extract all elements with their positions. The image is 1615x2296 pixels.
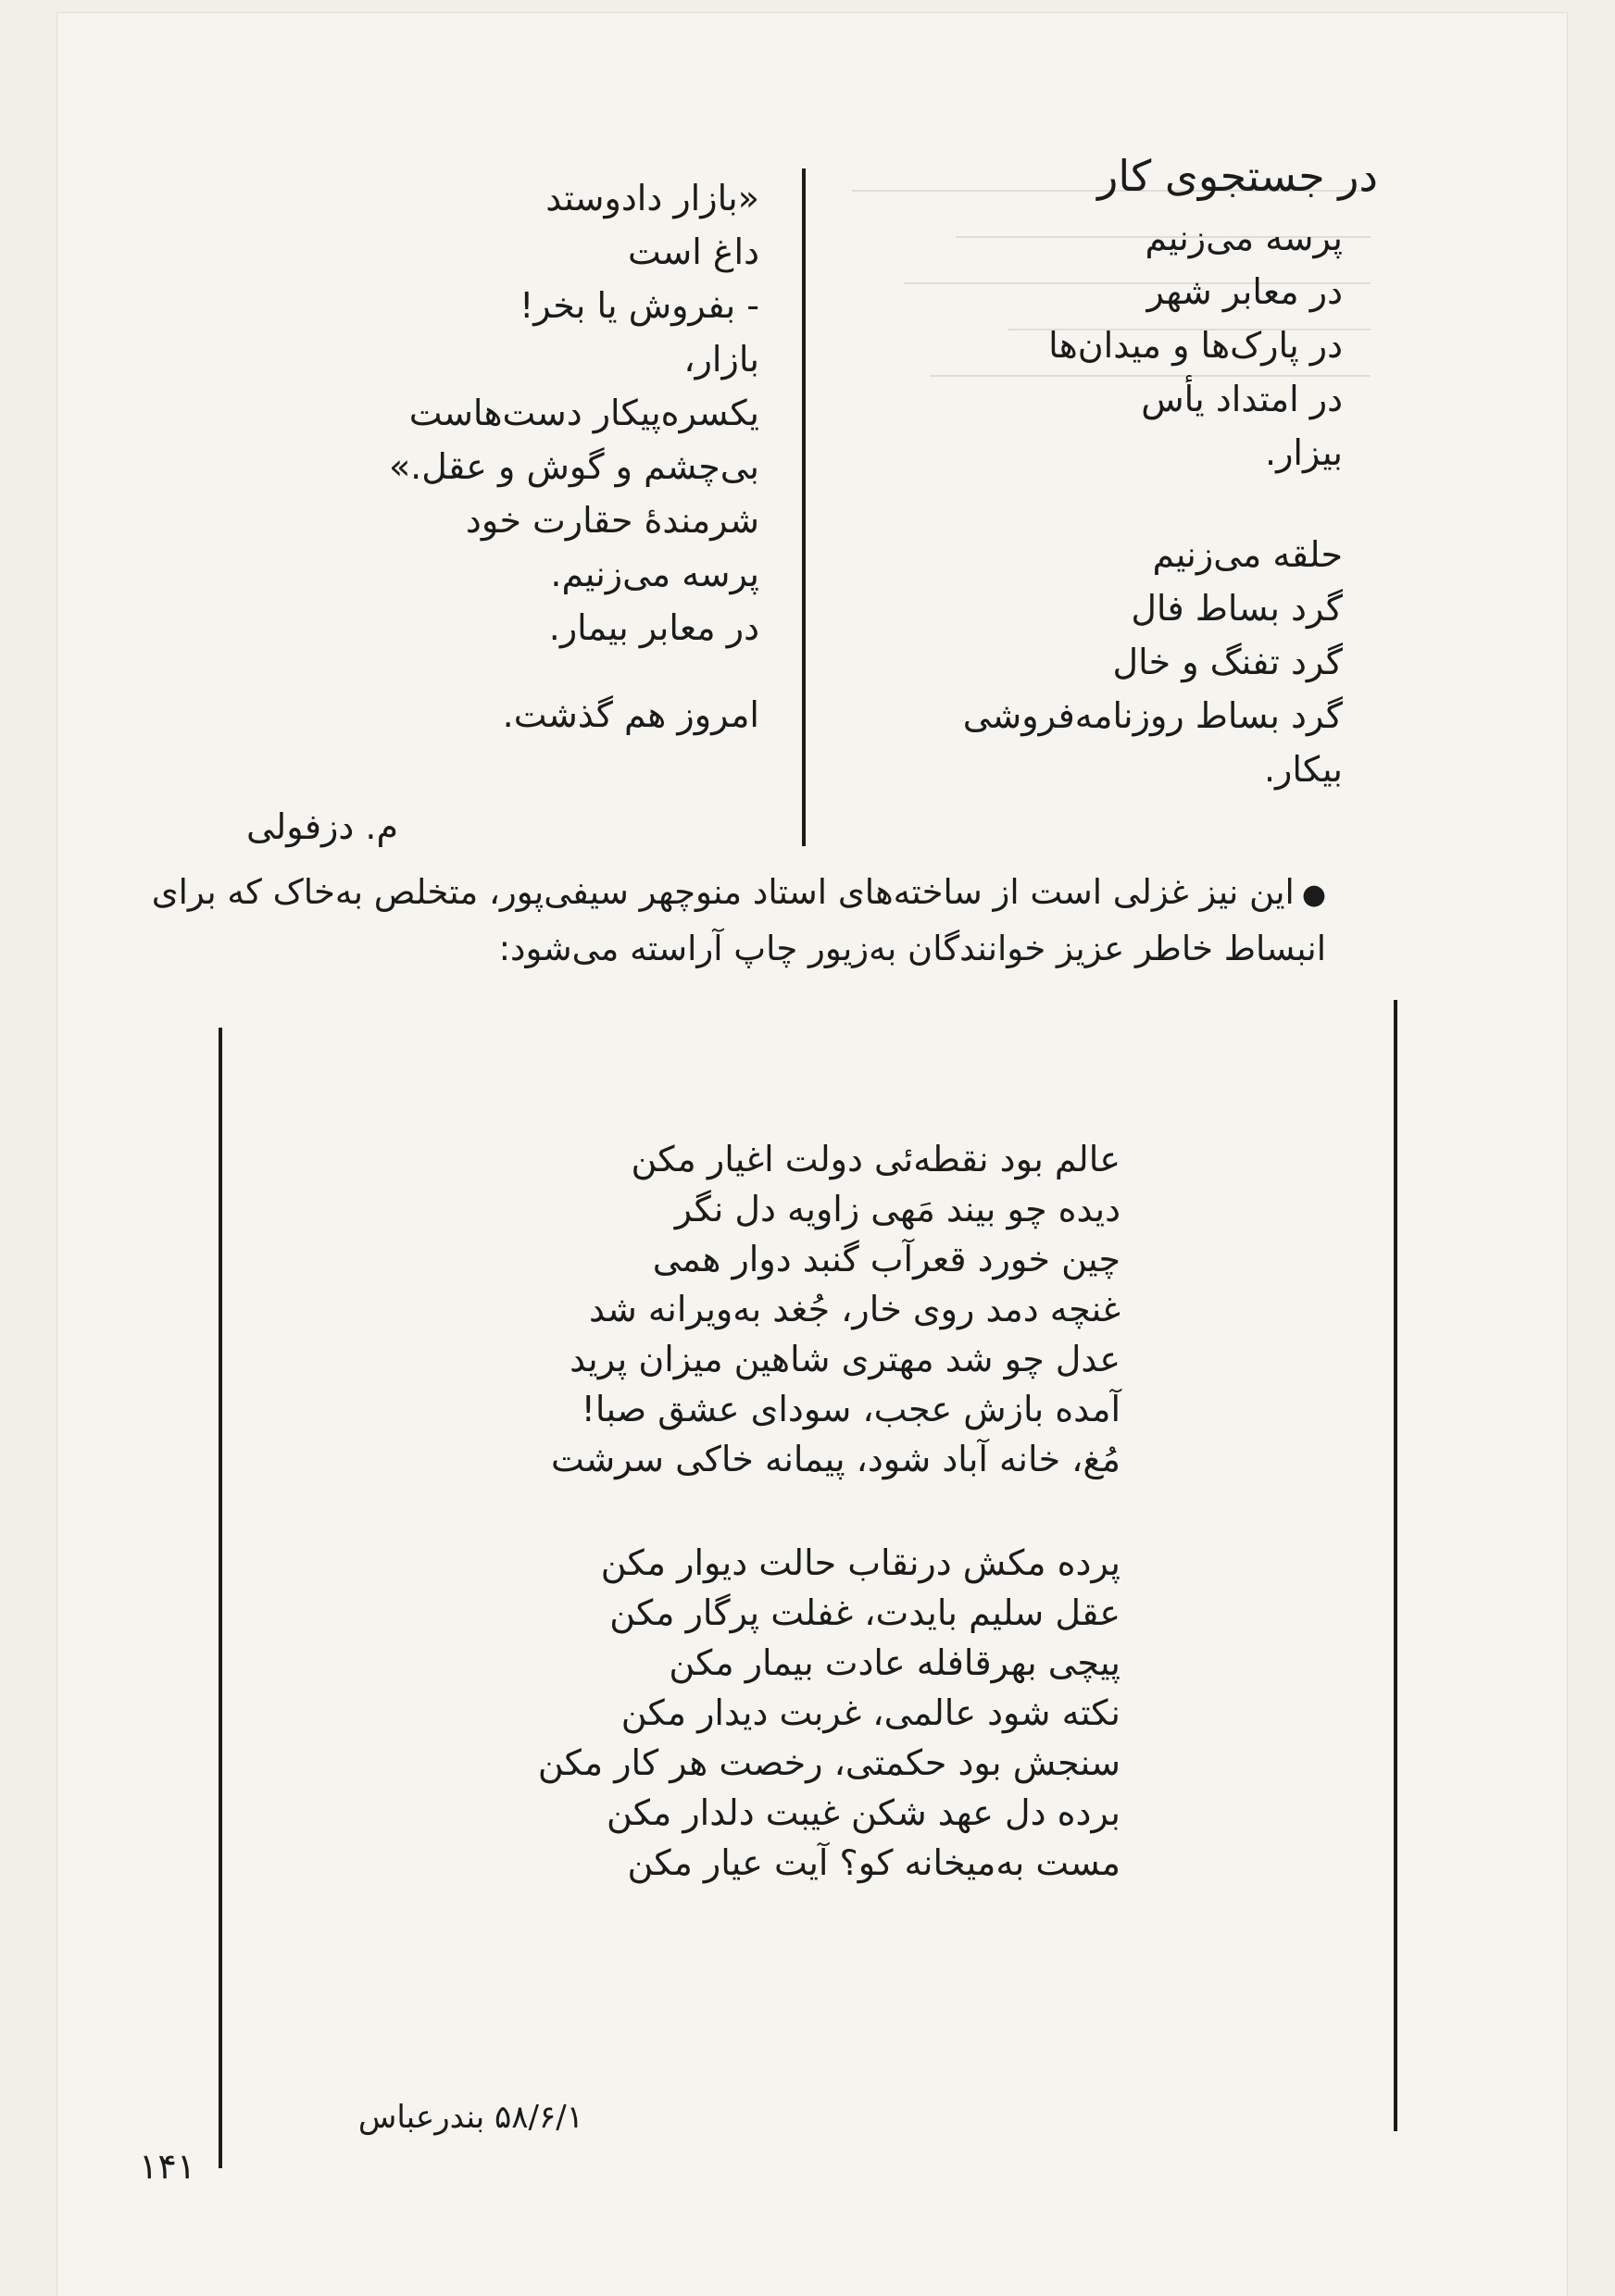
poem-line: گرد بساط روزنامه‌فروشی bbox=[962, 695, 1343, 736]
left-poem bbox=[278, 171, 759, 742]
ghazal-stanza-2 bbox=[491, 1538, 1120, 1888]
ghazal-line: مُغ، خانه آباد شود، پیمانه خاکی سرشت bbox=[551, 1439, 1120, 1479]
right-poem bbox=[917, 148, 1378, 796]
poet-signature: م. دزفولی bbox=[245, 806, 398, 847]
poem-line: پرسه می‌زنیم. bbox=[550, 554, 759, 594]
ghazal-line: مست به‌میخانه کو؟ آیت عیار مکن bbox=[627, 1842, 1120, 1883]
frame-rule-left bbox=[219, 1028, 222, 2168]
poem-line: در امتداد یأس bbox=[1141, 379, 1343, 419]
ghazal-line: سنجش بود حکمتی، رخصت هر کار مکن bbox=[537, 1742, 1120, 1783]
ghazal-line: غنچه دمد روی خار، جُغد به‌ویرانه شد bbox=[589, 1289, 1120, 1329]
right-poem-stanza-2 bbox=[917, 528, 1343, 796]
left-poem-stanza bbox=[278, 171, 759, 655]
frame-rule-right bbox=[1394, 1000, 1397, 2131]
poem-line: - بفروش یا بخر! bbox=[520, 285, 759, 326]
ghazal-line: چین خورد قعرآب گنبد دوار همی bbox=[652, 1239, 1120, 1279]
ghazal-line: دیده چو بیند مَهی زاویه دل نگر bbox=[674, 1189, 1120, 1229]
ghazal-line: پیچی بهرقافله عادت بیمار مکن bbox=[669, 1642, 1120, 1683]
right-poem-stanza-1 bbox=[917, 211, 1343, 480]
poem-line: در پارک‌ها و میدان‌ها bbox=[1048, 325, 1343, 366]
bullet-icon: ● bbox=[1301, 879, 1326, 911]
poem-title: در جستجوی کار bbox=[1097, 151, 1378, 201]
poem-line: بیزار. bbox=[1265, 432, 1343, 473]
poem-closing-line: امروز هم گذشت. bbox=[502, 694, 759, 735]
poem-line: در معابر شهر bbox=[1146, 271, 1343, 312]
poem-line: بیکار. bbox=[1263, 749, 1343, 790]
ghazal-line: نکته شود عالمی، غربت دیدار مکن bbox=[620, 1692, 1120, 1733]
poem-line: شرمندهٔ حقارت خود bbox=[465, 500, 759, 541]
ghazal-line: برده دل عهد شکن غیبت دلدار مکن bbox=[606, 1792, 1120, 1833]
intro-line-1 bbox=[151, 866, 1326, 922]
intro-line-2: انبساط خاطر عزیز خوانندگان به‌زیور چاپ آراسته می‌شود: bbox=[498, 929, 1326, 968]
ghazal-line: پرده مکش درنقاب حالت دیوار مکن bbox=[600, 1542, 1120, 1583]
ghazal-line: عالم بود نقطه‌ئی دولت اغیار مکن bbox=[631, 1139, 1120, 1179]
poem-line: بازار، bbox=[683, 339, 759, 380]
place-date: ۵۸/۶/۱ بندرعباس bbox=[357, 2099, 583, 2136]
page-number: ۱۴۱ bbox=[139, 2146, 196, 2187]
ghazal-line: آمده بازش عجب، سودای عشق صبا! bbox=[581, 1389, 1120, 1429]
intro-text: این نیز غزلی است از ساخته‌های استاد منوچهر سیفی‌پور، متخلص به‌خاک که برای bbox=[151, 872, 1295, 912]
poem-line: گرد بساط فال bbox=[1131, 588, 1343, 629]
poem-line: در معابر بیمار. bbox=[548, 607, 759, 648]
intro-note bbox=[151, 866, 1326, 976]
ghazal-line: عدل چو شد مهتری شاهین میزان پرید bbox=[570, 1339, 1120, 1379]
poem-line: «بازار دادوستد bbox=[545, 178, 759, 218]
ghazal-poem bbox=[491, 1134, 1120, 1888]
ghazal-stanza-1 bbox=[491, 1134, 1120, 1484]
poem-line: پرسه می‌زنیم bbox=[1145, 218, 1343, 258]
poem-line: داغ است bbox=[628, 231, 759, 272]
ghazal-line: عقل سلیم بایدت، غفلت پرگار مکن bbox=[609, 1592, 1120, 1633]
poem-line: بی‌چشم و گوش و عقل.» bbox=[388, 446, 759, 487]
poem-line: حلقه می‌زنیم bbox=[1152, 534, 1343, 575]
poem-line: یکسره‌پیکار دست‌هاست bbox=[408, 393, 759, 433]
column-divider bbox=[802, 168, 806, 846]
poem-line: گرد تفنگ و خال bbox=[1112, 642, 1343, 682]
